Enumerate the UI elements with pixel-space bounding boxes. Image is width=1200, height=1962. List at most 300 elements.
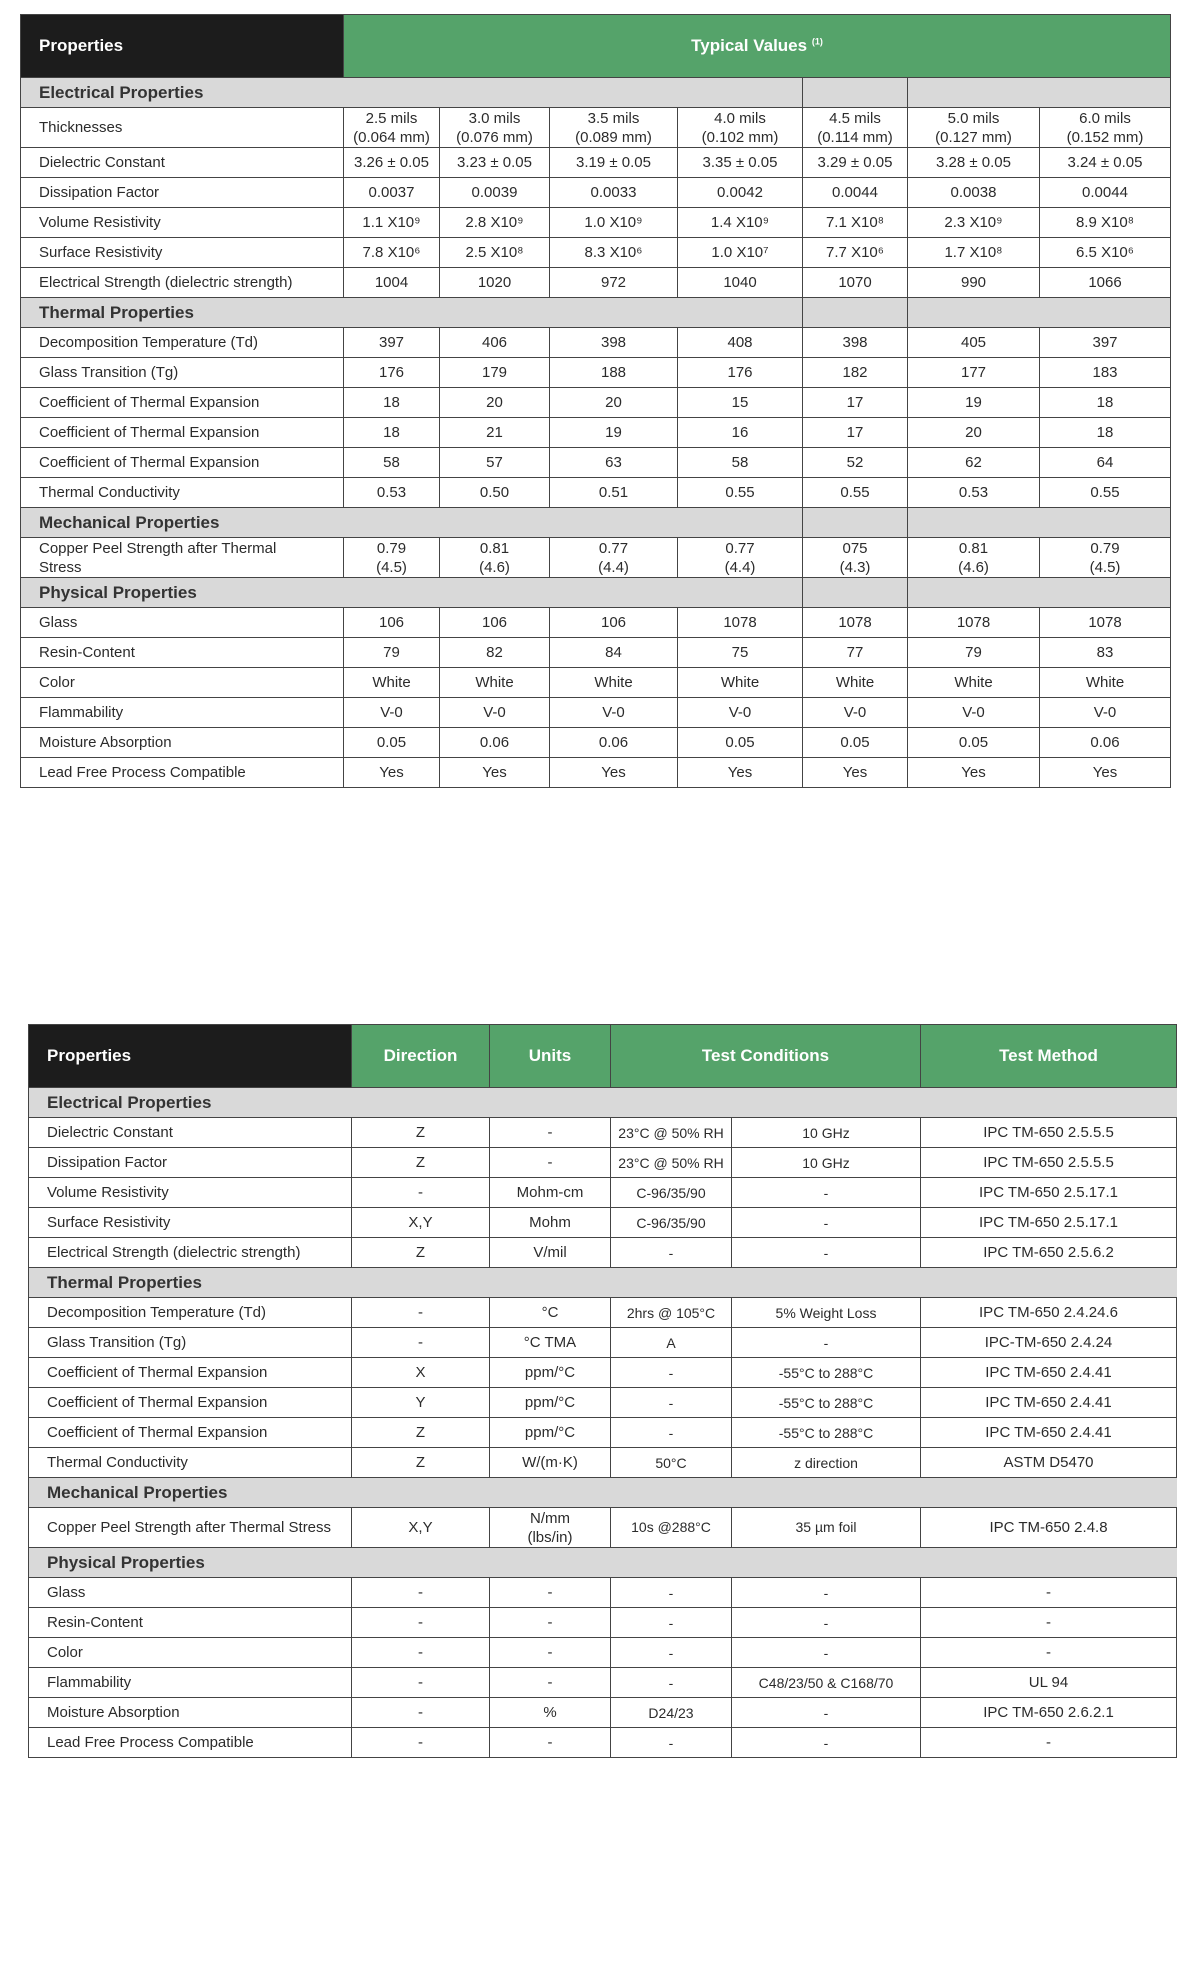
cond1-cell: 10s @288°C xyxy=(611,1508,732,1548)
direction-cell: - xyxy=(352,1638,490,1668)
table-row xyxy=(29,1578,1177,1608)
value-cell: White xyxy=(344,668,440,698)
value-cell: 990 xyxy=(908,268,1040,298)
table-row xyxy=(21,728,1171,758)
value-cell: 20 xyxy=(908,418,1040,448)
section-filler xyxy=(803,298,908,328)
units-cell: °C xyxy=(490,1298,611,1328)
cond1-cell: 2hrs @ 105°C xyxy=(611,1298,732,1328)
value-cell: 0.79 (4.5) xyxy=(1040,538,1171,578)
method-cell: IPC-TM-650 2.4.24 xyxy=(921,1328,1177,1358)
value-cell: 0.81 (4.6) xyxy=(440,538,550,578)
table-row xyxy=(21,238,1171,268)
value-cell: 18 xyxy=(344,388,440,418)
cond1-cell: - xyxy=(611,1578,732,1608)
direction-cell: Z xyxy=(352,1418,490,1448)
direction-cell: - xyxy=(352,1178,490,1208)
value-cell: 58 xyxy=(344,448,440,478)
value-cell: 0.53 xyxy=(908,478,1040,508)
property-label: Electrical Strength (dielectric strength) xyxy=(29,1238,352,1268)
value-cell: 1004 xyxy=(344,268,440,298)
table-row xyxy=(29,1118,1177,1148)
cond1-cell: - xyxy=(611,1388,732,1418)
method-cell: IPC TM-650 2.4.8 xyxy=(921,1508,1177,1548)
value-cell: 77 xyxy=(803,638,908,668)
cond1-cell: C-96/35/90 xyxy=(611,1178,732,1208)
value-cell: 7.7 X10⁶ xyxy=(803,238,908,268)
value-cell: 106 xyxy=(344,608,440,638)
cond2-cell: z direction xyxy=(732,1448,921,1478)
value-cell: 63 xyxy=(550,448,678,478)
value-cell: 1.0 X10⁷ xyxy=(678,238,803,268)
section-title: Electrical Properties xyxy=(21,78,803,108)
value-cell: 0.50 xyxy=(440,478,550,508)
property-label: Flammability xyxy=(21,698,344,728)
table-row xyxy=(29,1358,1177,1388)
property-label: Coefficient of Thermal Expansion xyxy=(21,448,344,478)
cond1-cell: 23°C @ 50% RH xyxy=(611,1118,732,1148)
table-row xyxy=(29,1388,1177,1418)
direction-cell: X xyxy=(352,1358,490,1388)
value-cell: 3.5 mils (0.089 mm) xyxy=(550,108,678,148)
table-row xyxy=(29,1238,1177,1268)
table-row xyxy=(21,418,1171,448)
value-cell: 1078 xyxy=(678,608,803,638)
value-cell: 0.0033 xyxy=(550,178,678,208)
value-cell: 18 xyxy=(344,418,440,448)
section-title: Mechanical Properties xyxy=(21,508,803,538)
direction-cell: - xyxy=(352,1668,490,1698)
direction-cell: - xyxy=(352,1608,490,1638)
cond2-cell: 10 GHz xyxy=(732,1148,921,1178)
value-cell: 1066 xyxy=(1040,268,1171,298)
value-cell: 1078 xyxy=(1040,608,1171,638)
cond2-cell: 5% Weight Loss xyxy=(732,1298,921,1328)
table-row xyxy=(21,758,1171,788)
header-typical-values xyxy=(344,15,1171,78)
property-label: Coefficient of Thermal Expansion xyxy=(29,1418,352,1448)
property-label: Lead Free Process Compatible xyxy=(21,758,344,788)
property-label: Thermal Conductivity xyxy=(21,478,344,508)
cond2-cell: 35 µm foil xyxy=(732,1508,921,1548)
method-cell: IPC TM-650 2.5.17.1 xyxy=(921,1178,1177,1208)
value-cell: 58 xyxy=(678,448,803,478)
section-title: Physical Properties xyxy=(21,578,803,608)
value-cell: 1.7 X10⁸ xyxy=(908,238,1040,268)
value-cell: 0.53 xyxy=(344,478,440,508)
cond2-cell: - xyxy=(732,1638,921,1668)
value-cell: 2.5 X10⁸ xyxy=(440,238,550,268)
value-cell: 84 xyxy=(550,638,678,668)
value-cell: 2.3 X10⁹ xyxy=(908,208,1040,238)
method-cell: IPC TM-650 2.5.5.5 xyxy=(921,1118,1177,1148)
table-row xyxy=(29,1328,1177,1358)
table-row xyxy=(21,208,1171,238)
table-row xyxy=(21,178,1171,208)
units-cell: °C TMA xyxy=(490,1328,611,1358)
value-cell: 397 xyxy=(1040,328,1171,358)
value-cell: V-0 xyxy=(678,698,803,728)
direction-cell: - xyxy=(352,1578,490,1608)
method-cell: IPC TM-650 2.5.5.5 xyxy=(921,1148,1177,1178)
value-cell: 0.05 xyxy=(908,728,1040,758)
direction-cell: Z xyxy=(352,1148,490,1178)
value-cell: Yes xyxy=(550,758,678,788)
value-cell: 0.81 (4.6) xyxy=(908,538,1040,578)
units-cell: Mohm-cm xyxy=(490,1178,611,1208)
value-cell: 64 xyxy=(1040,448,1171,478)
cond1-cell: 23°C @ 50% RH xyxy=(611,1148,732,1178)
value-cell: 19 xyxy=(908,388,1040,418)
direction-cell: - xyxy=(352,1698,490,1728)
units-cell: - xyxy=(490,1118,611,1148)
value-cell: 7.8 X10⁶ xyxy=(344,238,440,268)
value-cell: 0.05 xyxy=(803,728,908,758)
header-units: Units xyxy=(490,1025,611,1088)
cond2-cell: - xyxy=(732,1698,921,1728)
cond2-cell: - xyxy=(732,1208,921,1238)
table-row xyxy=(29,1638,1177,1668)
table-row xyxy=(21,478,1171,508)
section-title: Mechanical Properties xyxy=(29,1478,1177,1508)
value-cell: 0.0044 xyxy=(1040,178,1171,208)
property-label: Copper Peel Strength after Thermal Stress xyxy=(29,1508,352,1548)
value-cell: 17 xyxy=(803,388,908,418)
cond1-cell: D24/23 xyxy=(611,1698,732,1728)
value-cell: 3.23 ± 0.05 xyxy=(440,148,550,178)
value-cell: 1040 xyxy=(678,268,803,298)
value-cell: 406 xyxy=(440,328,550,358)
property-label: Coefficient of Thermal Expansion xyxy=(29,1388,352,1418)
section-row xyxy=(29,1478,1177,1508)
cond2-cell: 10 GHz xyxy=(732,1118,921,1148)
property-label: Decomposition Temperature (Td) xyxy=(29,1298,352,1328)
section-filler xyxy=(908,78,1171,108)
value-cell: 21 xyxy=(440,418,550,448)
method-cell: - xyxy=(921,1608,1177,1638)
typical-values-table xyxy=(20,14,1171,788)
section-filler xyxy=(803,508,908,538)
direction-cell: Z xyxy=(352,1238,490,1268)
table-row xyxy=(21,148,1171,178)
value-cell: 6.0 mils (0.152 mm) xyxy=(1040,108,1171,148)
value-cell: 188 xyxy=(550,358,678,388)
value-cell: White xyxy=(678,668,803,698)
units-cell: - xyxy=(490,1638,611,1668)
units-cell: - xyxy=(490,1148,611,1178)
cond1-cell: - xyxy=(611,1668,732,1698)
value-cell: 18 xyxy=(1040,418,1171,448)
property-label: Surface Resistivity xyxy=(29,1208,352,1238)
property-label: Glass Transition (Tg) xyxy=(21,358,344,388)
table-row xyxy=(29,1208,1177,1238)
header-direction: Direction xyxy=(352,1025,490,1088)
direction-cell: X,Y xyxy=(352,1508,490,1548)
section-row xyxy=(21,78,1171,108)
value-cell: 0.0038 xyxy=(908,178,1040,208)
value-cell: 1.4 X10⁹ xyxy=(678,208,803,238)
value-cell: 17 xyxy=(803,418,908,448)
table-row xyxy=(29,1148,1177,1178)
value-cell: 6.5 X10⁶ xyxy=(1040,238,1171,268)
table-row xyxy=(21,668,1171,698)
table-row xyxy=(29,1418,1177,1448)
section-row xyxy=(21,578,1171,608)
value-cell: 1020 xyxy=(440,268,550,298)
value-cell: 3.35 ± 0.05 xyxy=(678,148,803,178)
units-cell: W/(m·K) xyxy=(490,1448,611,1478)
cond1-cell: 50°C xyxy=(611,1448,732,1478)
value-cell: 0.77 (4.4) xyxy=(678,538,803,578)
value-cell: 176 xyxy=(344,358,440,388)
value-cell: White xyxy=(908,668,1040,698)
cond2-cell: -55°C to 288°C xyxy=(732,1418,921,1448)
value-cell: 183 xyxy=(1040,358,1171,388)
units-cell: V/mil xyxy=(490,1238,611,1268)
cond1-cell: C-96/35/90 xyxy=(611,1208,732,1238)
method-cell: IPC TM-650 2.6.2.1 xyxy=(921,1698,1177,1728)
value-cell: 405 xyxy=(908,328,1040,358)
value-cell: V-0 xyxy=(550,698,678,728)
test-methods-table xyxy=(28,1024,1177,1758)
value-cell: 0.55 xyxy=(803,478,908,508)
table-row xyxy=(29,1668,1177,1698)
value-cell: 3.0 mils (0.076 mm) xyxy=(440,108,550,148)
property-label: Thermal Conductivity xyxy=(29,1448,352,1478)
property-label: Coefficient of Thermal Expansion xyxy=(29,1358,352,1388)
table-row xyxy=(29,1728,1177,1758)
cond2-cell: - xyxy=(732,1578,921,1608)
direction-cell: - xyxy=(352,1328,490,1358)
value-cell: 106 xyxy=(550,608,678,638)
value-cell: 0.06 xyxy=(1040,728,1171,758)
value-cell: 75 xyxy=(678,638,803,668)
value-cell: 16 xyxy=(678,418,803,448)
value-cell: 0.06 xyxy=(440,728,550,758)
property-label: Coefficient of Thermal Expansion xyxy=(21,388,344,418)
property-label: Glass Transition (Tg) xyxy=(29,1328,352,1358)
table-row xyxy=(29,1608,1177,1638)
header-test-method: Test Method xyxy=(921,1025,1177,1088)
property-label: Copper Peel Strength after Thermal Stress xyxy=(21,538,344,578)
units-cell: - xyxy=(490,1668,611,1698)
value-cell: 83 xyxy=(1040,638,1171,668)
value-cell: Yes xyxy=(908,758,1040,788)
value-cell: 18 xyxy=(1040,388,1171,418)
value-cell: 52 xyxy=(803,448,908,478)
value-cell: 20 xyxy=(550,388,678,418)
value-cell: 0.0042 xyxy=(678,178,803,208)
value-cell: 1.1 X10⁹ xyxy=(344,208,440,238)
section-title: Physical Properties xyxy=(29,1548,1177,1578)
property-label: Thicknesses xyxy=(21,108,344,148)
value-cell: 82 xyxy=(440,638,550,668)
value-cell: 0.0044 xyxy=(803,178,908,208)
table-row xyxy=(29,1698,1177,1728)
value-cell: White xyxy=(440,668,550,698)
direction-cell: - xyxy=(352,1298,490,1328)
header-test-conditions: Test Conditions xyxy=(611,1025,921,1088)
cond1-cell: - xyxy=(611,1418,732,1448)
method-cell: ASTM D5470 xyxy=(921,1448,1177,1478)
table-row xyxy=(29,1298,1177,1328)
table-row xyxy=(29,1448,1177,1478)
value-cell: 972 xyxy=(550,268,678,298)
value-cell: 1078 xyxy=(803,608,908,638)
value-cell: 106 xyxy=(440,608,550,638)
property-label: Electrical Strength (dielectric strength) xyxy=(21,268,344,298)
units-cell: Mohm xyxy=(490,1208,611,1238)
table-row xyxy=(29,1508,1177,1548)
value-cell: 1078 xyxy=(908,608,1040,638)
value-cell: 0.55 xyxy=(1040,478,1171,508)
cond1-cell: - xyxy=(611,1728,732,1758)
units-cell: ppm/°C xyxy=(490,1418,611,1448)
value-cell: 5.0 mils (0.127 mm) xyxy=(908,108,1040,148)
value-cell: Yes xyxy=(440,758,550,788)
table-row xyxy=(21,268,1171,298)
units-cell: ppm/°C xyxy=(490,1358,611,1388)
table-row xyxy=(21,328,1171,358)
table-row xyxy=(21,698,1171,728)
property-label: Moisture Absorption xyxy=(29,1698,352,1728)
section-filler xyxy=(908,298,1171,328)
table-row xyxy=(21,538,1171,578)
value-cell: 4.0 mils (0.102 mm) xyxy=(678,108,803,148)
value-cell: 20 xyxy=(440,388,550,418)
direction-cell: Y xyxy=(352,1388,490,1418)
value-cell: 3.29 ± 0.05 xyxy=(803,148,908,178)
section-row xyxy=(21,298,1171,328)
value-cell: 7.1 X10⁸ xyxy=(803,208,908,238)
section-row xyxy=(29,1268,1177,1298)
section-title: Thermal Properties xyxy=(29,1268,1177,1298)
table-row xyxy=(21,448,1171,478)
property-label: Dielectric Constant xyxy=(29,1118,352,1148)
property-label: Resin-Content xyxy=(21,638,344,668)
value-cell: 4.5 mils (0.114 mm) xyxy=(803,108,908,148)
units-cell: - xyxy=(490,1578,611,1608)
method-cell: UL 94 xyxy=(921,1668,1177,1698)
section-filler xyxy=(908,578,1171,608)
direction-cell: Z xyxy=(352,1448,490,1478)
value-cell: 176 xyxy=(678,358,803,388)
header-typical-note: (1) xyxy=(811,36,823,47)
value-cell: White xyxy=(1040,668,1171,698)
property-label: Volume Resistivity xyxy=(29,1178,352,1208)
value-cell: 3.19 ± 0.05 xyxy=(550,148,678,178)
value-cell: 075 (4.3) xyxy=(803,538,908,578)
value-cell: 398 xyxy=(803,328,908,358)
value-cell: 79 xyxy=(908,638,1040,668)
value-cell: 8.9 X10⁸ xyxy=(1040,208,1171,238)
direction-cell: Z xyxy=(352,1118,490,1148)
method-cell: IPC TM-650 2.5.6.2 xyxy=(921,1238,1177,1268)
section-title: Thermal Properties xyxy=(21,298,803,328)
method-cell: - xyxy=(921,1728,1177,1758)
value-cell: Yes xyxy=(344,758,440,788)
cond1-cell: - xyxy=(611,1358,732,1388)
value-cell: 3.24 ± 0.05 xyxy=(1040,148,1171,178)
value-cell: 179 xyxy=(440,358,550,388)
value-cell: 0.05 xyxy=(344,728,440,758)
value-cell: 3.28 ± 0.05 xyxy=(908,148,1040,178)
property-label: Color xyxy=(21,668,344,698)
units-cell: - xyxy=(490,1728,611,1758)
units-cell: N/mm (lbs/in) xyxy=(490,1508,611,1548)
value-cell: 3.26 ± 0.05 xyxy=(344,148,440,178)
value-cell: Yes xyxy=(1040,758,1171,788)
cond1-cell: - xyxy=(611,1608,732,1638)
cond2-cell: -55°C to 288°C xyxy=(732,1358,921,1388)
property-label: Glass xyxy=(21,608,344,638)
property-label: Resin-Content xyxy=(29,1608,352,1638)
header-properties: Properties xyxy=(21,15,344,78)
value-cell: 0.79 (4.5) xyxy=(344,538,440,578)
section-row xyxy=(21,508,1171,538)
value-cell: 408 xyxy=(678,328,803,358)
method-cell: IPC TM-650 2.4.41 xyxy=(921,1388,1177,1418)
value-cell: 2.5 mils (0.064 mm) xyxy=(344,108,440,148)
method-cell: IPC TM-650 2.4.41 xyxy=(921,1358,1177,1388)
method-cell: - xyxy=(921,1578,1177,1608)
cond2-cell: - xyxy=(732,1178,921,1208)
table-row xyxy=(21,358,1171,388)
section-title: Electrical Properties xyxy=(29,1088,1177,1118)
table-row xyxy=(21,388,1171,418)
header-properties-2: Properties xyxy=(29,1025,352,1088)
cond2-cell: - xyxy=(732,1728,921,1758)
value-cell: 0.51 xyxy=(550,478,678,508)
value-cell: 0.0039 xyxy=(440,178,550,208)
property-label: Volume Resistivity xyxy=(21,208,344,238)
table-row xyxy=(21,608,1171,638)
units-cell: ppm/°C xyxy=(490,1388,611,1418)
table-row xyxy=(21,638,1171,668)
property-label: Surface Resistivity xyxy=(21,238,344,268)
cond2-cell: -55°C to 288°C xyxy=(732,1388,921,1418)
method-cell: IPC TM-650 2.4.24.6 xyxy=(921,1298,1177,1328)
value-cell: 57 xyxy=(440,448,550,478)
cond1-cell: A xyxy=(611,1328,732,1358)
property-label: Dissipation Factor xyxy=(29,1148,352,1178)
property-label: Flammability xyxy=(29,1668,352,1698)
header-typical-label: Typical Values xyxy=(691,36,808,55)
cond2-cell: C48/23/50 & C168/70 xyxy=(732,1668,921,1698)
value-cell: V-0 xyxy=(1040,698,1171,728)
cond2-cell: - xyxy=(732,1328,921,1358)
value-cell: 398 xyxy=(550,328,678,358)
value-cell: Yes xyxy=(803,758,908,788)
section-filler xyxy=(908,508,1171,538)
property-label: Coefficient of Thermal Expansion xyxy=(21,418,344,448)
table-row xyxy=(29,1178,1177,1208)
value-cell: White xyxy=(550,668,678,698)
value-cell: 79 xyxy=(344,638,440,668)
value-cell: 182 xyxy=(803,358,908,388)
method-cell: IPC TM-650 2.4.41 xyxy=(921,1418,1177,1448)
value-cell: 0.06 xyxy=(550,728,678,758)
value-cell: V-0 xyxy=(440,698,550,728)
value-cell: 2.8 X10⁹ xyxy=(440,208,550,238)
value-cell: 15 xyxy=(678,388,803,418)
section-filler xyxy=(803,78,908,108)
value-cell: 62 xyxy=(908,448,1040,478)
direction-cell: X,Y xyxy=(352,1208,490,1238)
property-label: Lead Free Process Compatible xyxy=(29,1728,352,1758)
cond1-cell: - xyxy=(611,1238,732,1268)
value-cell: 8.3 X10⁶ xyxy=(550,238,678,268)
